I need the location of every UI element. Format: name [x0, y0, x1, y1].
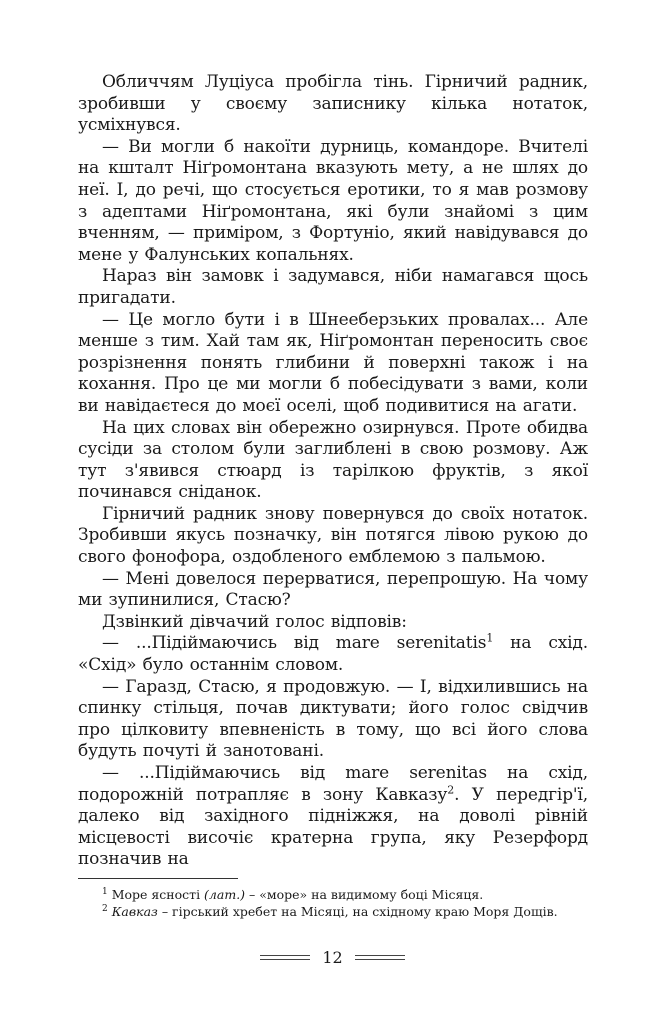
- paragraph-text: — ...Підіймаючись від mare serenitas на схід, подорожній потрапляє в зону Кавказу: [78, 763, 588, 805]
- footnote: [78, 903, 598, 920]
- footnote-term: Кавказ: [111, 904, 158, 919]
- paragraph: [78, 633, 588, 676]
- page-number: 12: [322, 948, 343, 967]
- footnote-text: – «море» на видимому боці Місяця.: [245, 887, 484, 902]
- paragraph: Гірничий радник знову повернувся до своїх нотаток. Зробивши якусь позначку, він потягся лівою рукою до свого фонофора, оздобленого емблемою з пальмою.: [78, 503, 588, 568]
- footnote-text: Море ясності: [111, 887, 205, 902]
- paragraph: Нараз він замовк і задумався, ніби намагався щось пригадати.: [78, 266, 588, 308]
- main-text: [78, 72, 588, 871]
- footnote-ref[interactable]: 1: [486, 631, 494, 645]
- footnote-text: – гірський хребет на Місяці, на східному краю Моря Дощів.: [157, 904, 558, 919]
- paragraph: — Ви могли б накоїти дурниць, командоре. Вчителі на кшталт Ніґромонтана вказують мету, а не шлях до неї. І, до речі, що стосується еротики, то я мав розмову з адептами Ніґромонтана, які були знайомі з цим вченням, — приміром, з Фортуніо, який навідувався до мене у Фалунських копальнях.: [78, 136, 588, 265]
- paragraph-text: . У передгір'ї, далеко від західного підніжжя, на доволі рівній місцевості височіє кратерна група, яку Резерфорд позначив на: [78, 784, 588, 870]
- paragraph: [78, 763, 588, 871]
- footnote-italic: (лат.): [204, 887, 246, 902]
- paragraph: — Гаразд, Стасю, я продовжую. — І, відхилившись на спинку стільця, почав диктувати; його голос свідчив про цілковиту впевненість в тому, що всі його слова будуть почуті й занотовані.: [78, 676, 588, 762]
- paragraph-text: — ...Підіймаючись від mare serenitatis: [102, 633, 487, 654]
- paragraph: На цих словах він обережно озирнувся. Проте обидва сусіди за столом були заглиблені в свою розмову. Аж тут з'явився стюард із тарілкою фруктів, з якої починався сніданок.: [78, 417, 588, 503]
- footnote-divider: [78, 878, 238, 879]
- paragraph: — Це могло бути і в Шнеебeрзьких провалах... Але менше з тим. Хай там як, Ніґромонтан переносить своє розрізнення понять глибини й поверхні також і на кохання. Про це ми могли б побесідувати з вами, коли ви навідаєтеся до моєї оселі, щоб подивитися на агати.: [78, 309, 588, 416]
- paragraph: Обличчям Луціуса пробігла тінь. Гірничий радник, зробивши у своєму записнику кілька нотаток, усміхнувся.: [78, 72, 588, 136]
- footnotes: [78, 886, 598, 920]
- footer-rule: [260, 955, 310, 960]
- paragraph: Дзвінкий дівчачий голос відповів:: [102, 611, 407, 632]
- footnote-number: 1: [102, 886, 108, 897]
- footer-rule: [355, 955, 405, 960]
- footnote-number: 2: [102, 903, 108, 914]
- paragraph-text: на схід. «Схід» було останнім словом.: [78, 633, 588, 676]
- footnote: [78, 886, 598, 903]
- footnote-ref[interactable]: 2: [447, 782, 455, 796]
- page-footer: [0, 948, 665, 967]
- paragraph: — Мені довелося перерватися, перепрошую. На чому ми зупинилися, Стасю?: [78, 568, 588, 611]
